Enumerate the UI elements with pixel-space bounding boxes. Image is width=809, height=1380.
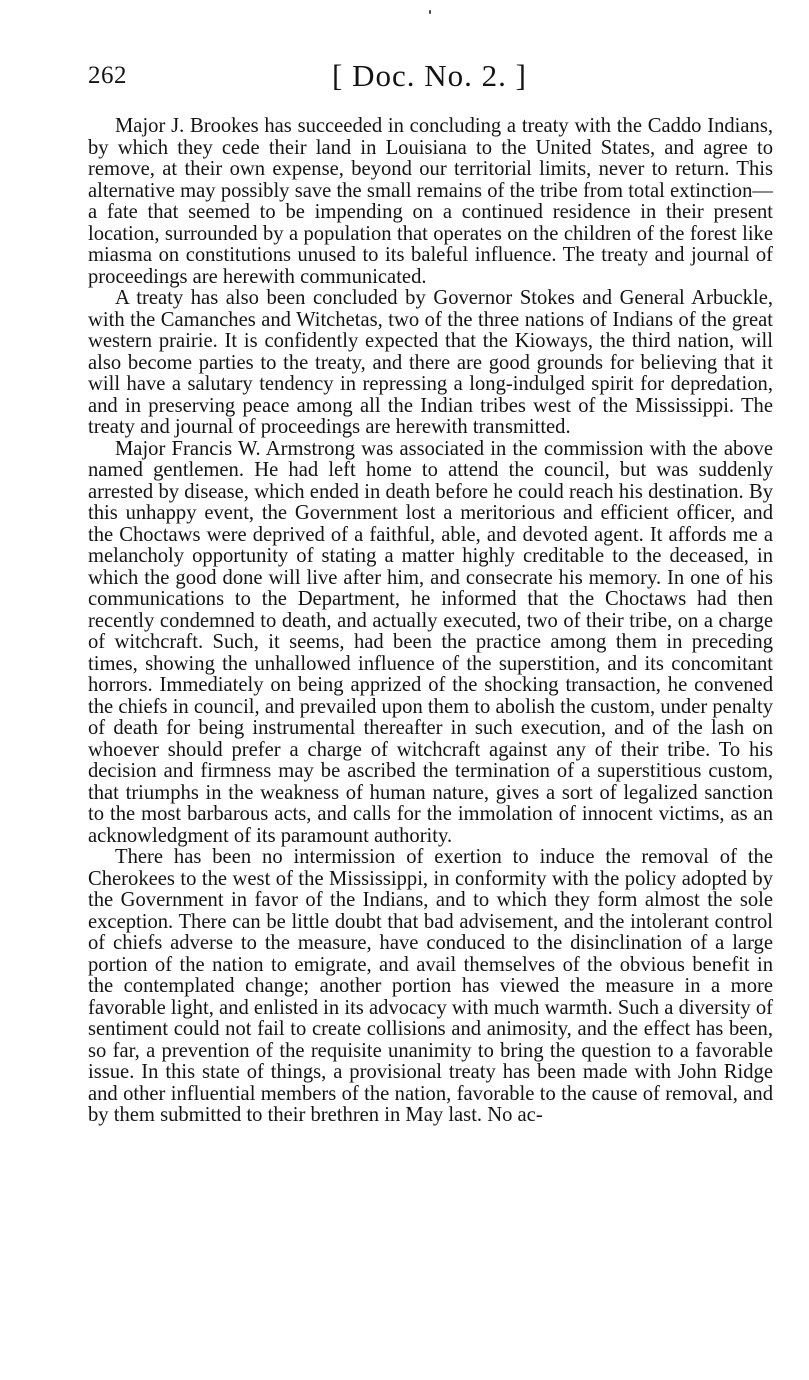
page-header: [88, 58, 773, 98]
body-text: [88, 116, 773, 1127]
paragraph-camanche-treaty: A treaty has also been concluded by Governor Stokes and General Arbuckle, with the Camanches and Witchetas, two of the three nations of Indians of the great western prairie. It is confidently expected that the Kioways, the third nation, will also become parties to the treaty, and there are good grounds for believing that it will have a salutary tendency in repressing a long-indulged spirit for depredation, and in preserving peace among all the Indian tribes west of the Mississippi. The treaty and journal of proceedings are herewith transmitted.: [88, 287, 773, 438]
print-speck: [429, 10, 431, 14]
document-reference: [ Doc. No. 2. ]: [332, 58, 527, 93]
paragraph-cherokee-removal: There has been no intermission of exertion to induce the removal of the Cherokees to the west of the Mississippi, in conformity with the policy adopted by the Government in favor of the Indians, and to which they form almost the sole exception. There can be little doubt that bad advisement, and the intolerant control of chiefs adverse to the measure, have conduced to the disinclination of a large portion of the nation to emigrate, and avail themselves of the obvious benefit in the contemplated change; another portion has viewed the measure in a more favorable light, and enlisted in its advocacy with much warmth. Such a diversity of sentiment could not fail to create collisions and animosity, and the effect has been, so far, a prevention of the requisite unanimity to bring the question to a favorable issue. In this state of things, a provisional treaty has been made with John Ridge and other influential members of the nation, favorable to the cause of removal, and by them submitted to their brethren in May last. No ac-: [88, 846, 773, 1126]
page-number: 262: [88, 62, 127, 89]
paragraph-armstrong: Major Francis W. Armstrong was associated in the commission with the above named gentlemen. He had left home to attend the council, but was suddenly arrested by disease, which ended in death before he could reach his destination. By this unhappy event, the Government lost a meritorious and efficient officer, and the Choctaws were deprived of a faithful, able, and devoted agent. It affords me a melancholy opportunity of stating a matter highly creditable to the deceased, in which the good done will live after him, and consecrate his memory. In one of his communications to the Department, he informed that the Choctaws had then recently condemned to death, and actually executed, two of their tribe, on a charge of witchcraft. Such, it seems, had been the practice among them in preceding times, showing the unhallowed influence of the superstition, and its concomitant horrors. Immediately on being apprized of the shocking transaction, he convened the chiefs in council, and prevailed upon them to abolish the custom, under penalty of death for being instrumental thereafter in such execution, and of the lash on whoever should prefer a charge of witchcraft against any of their tribe. To his decision and firmness may be ascribed the termination of a superstitious custom, that triumphs in the weakness of human nature, gives a sort of legalized sanction to the most barbarous acts, and calls for the immolation of innocent victims, as an acknowledgment of its paramount authority.: [88, 437, 773, 847]
paragraph-caddo-treaty: Major J. Brookes has succeeded in concluding a treaty with the Caddo Indians, by which they cede their land in Louisiana to the United States, and agree to remove, at their own expense, beyond our territorial limits, never to return. This alternative may possibly save the small remains of the tribe from total extinction—a fate that seemed to be impending on a continued residence in their present location, surrounded by a population that operates on the children of the forest like miasma on constitutions unused to its baleful influence. The treaty and journal of proceedings are herewith communicated.: [88, 115, 773, 288]
